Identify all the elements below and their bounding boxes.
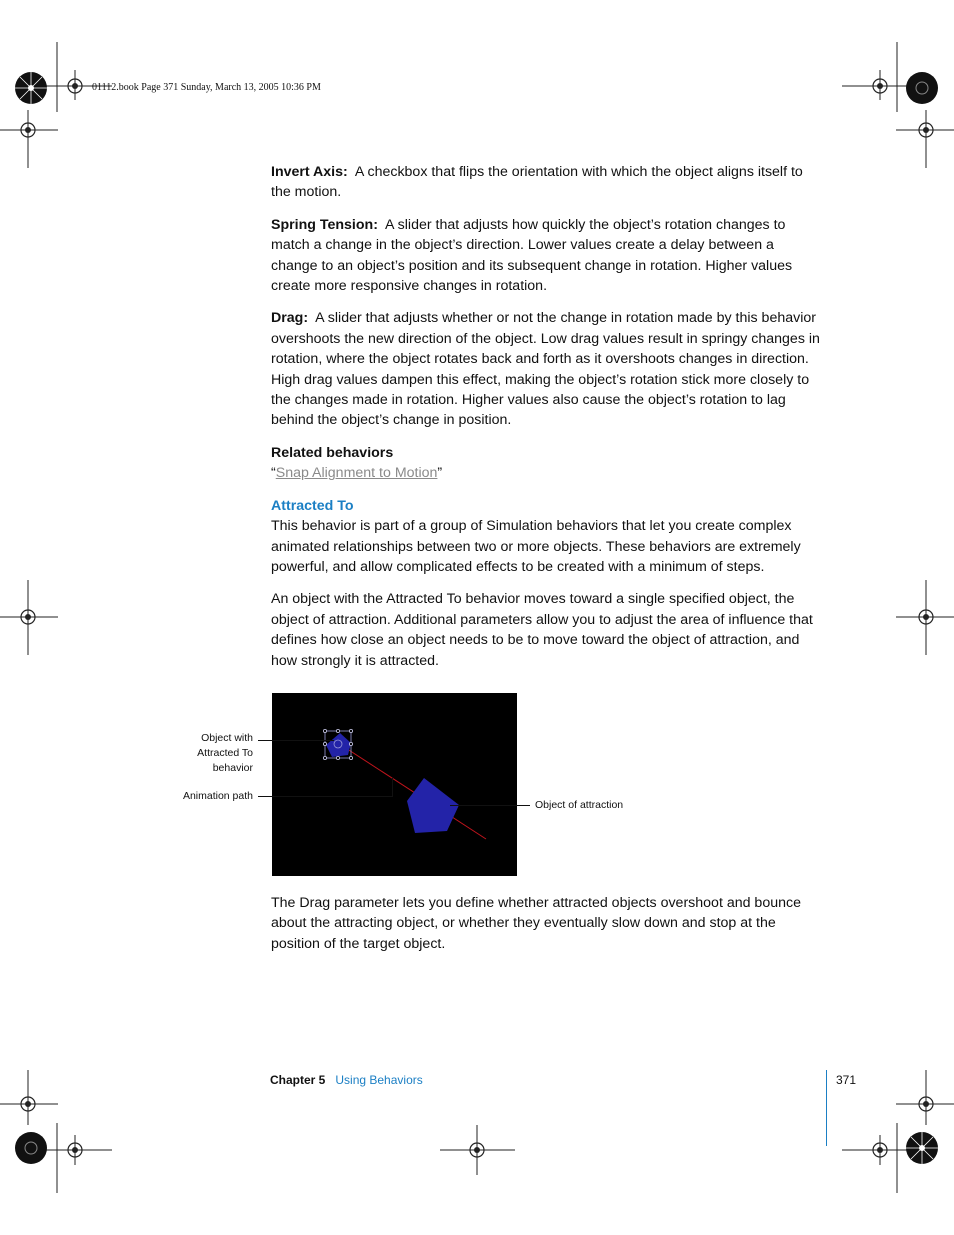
- drag-text: A slider that adjusts whether or not the change in rotation made by this behavior overshoots the new direction of the object. Low drag values result in springy changes in rotation, where the object rotates back and forth as it overshoots changes in direction. High drag values dampen this effect, making the object’s rotation stick more closely to the changes made in rotation. Higher values also cause the object’s rotation to lag behind the object’s change in position.: [271, 310, 820, 429]
- callout-animation-path: Animation path: [182, 790, 253, 802]
- invert-axis-paragraph: [271, 162, 821, 203]
- spring-tension-paragraph: [271, 215, 821, 297]
- callout-object-of-attraction: Object of attraction: [535, 799, 624, 811]
- drag-paragraph: [271, 308, 821, 430]
- footer: [270, 1073, 423, 1087]
- callout-line-path-h: [258, 796, 393, 797]
- footer-divider: [826, 1070, 827, 1146]
- open-quote: “: [271, 465, 276, 482]
- callout-line-path-v: [392, 778, 393, 797]
- animation-path-line: [338, 743, 486, 839]
- attraction-figure: [272, 693, 517, 876]
- callout-line-attraction: [450, 805, 530, 806]
- close-quote: ”: [437, 465, 443, 482]
- invert-axis-term: Invert Axis:: [271, 164, 348, 180]
- page-body: [271, 162, 821, 683]
- section-paragraph-1: This behavior is part of a group of Simulation behaviors that let you create complex animated relationships between two or more objects. These behaviors are extremely powerful, and allow complicated effects to be created with a minimum of steps.: [271, 518, 801, 575]
- section-paragraph-3: The Drag parameter lets you define whether attracted objects overshoot and bounce about the attracting object, or whether they eventually slow down and stop at the position of the target object.: [271, 895, 801, 952]
- callout-attracted-object: Object with Attracted To behavior: [197, 732, 253, 774]
- figure-canvas: [272, 693, 517, 876]
- footer-chapter: Chapter 5: [270, 1073, 326, 1087]
- related-behaviors-heading: Related behaviors: [271, 444, 394, 461]
- page-body-lower: [271, 893, 821, 966]
- footer-chapter-name[interactable]: Using Behaviors: [335, 1073, 423, 1087]
- page-number: 371: [836, 1073, 857, 1087]
- attracted-object-shape: [326, 733, 351, 757]
- invert-axis-text: A checkbox that flips the orientation with which the object aligns itself to the motion.: [271, 164, 803, 201]
- print-slug: 01112.book Page 371 Sunday, March 13, 2005 10:36 PM: [92, 82, 321, 93]
- section-paragraph-2: An object with the Attracted To behavior moves toward a single specified object, the object of attraction. Additional parameters allow you to adjust the area of influence that defines how close an object needs to be to move toward the object of attraction, and how strongly it is attracted.: [271, 591, 813, 669]
- related-behaviors-list: [271, 463, 821, 483]
- drag-term: Drag:: [271, 310, 309, 327]
- spring-tension-text: A slider that adjusts how quickly the object’s rotation changes to match a change in the object’s direction. Lower values create a delay between a change to an object’s position and its subsequent change in rotation. Higher values create more responsive changes in rotation.: [271, 216, 793, 295]
- snap-alignment-link[interactable]: Snap Alignment to Motion: [275, 465, 438, 482]
- callout-line-object: [258, 740, 334, 741]
- section-title: Attracted To: [271, 497, 354, 514]
- spring-tension-term: Spring Tension:: [271, 216, 378, 233]
